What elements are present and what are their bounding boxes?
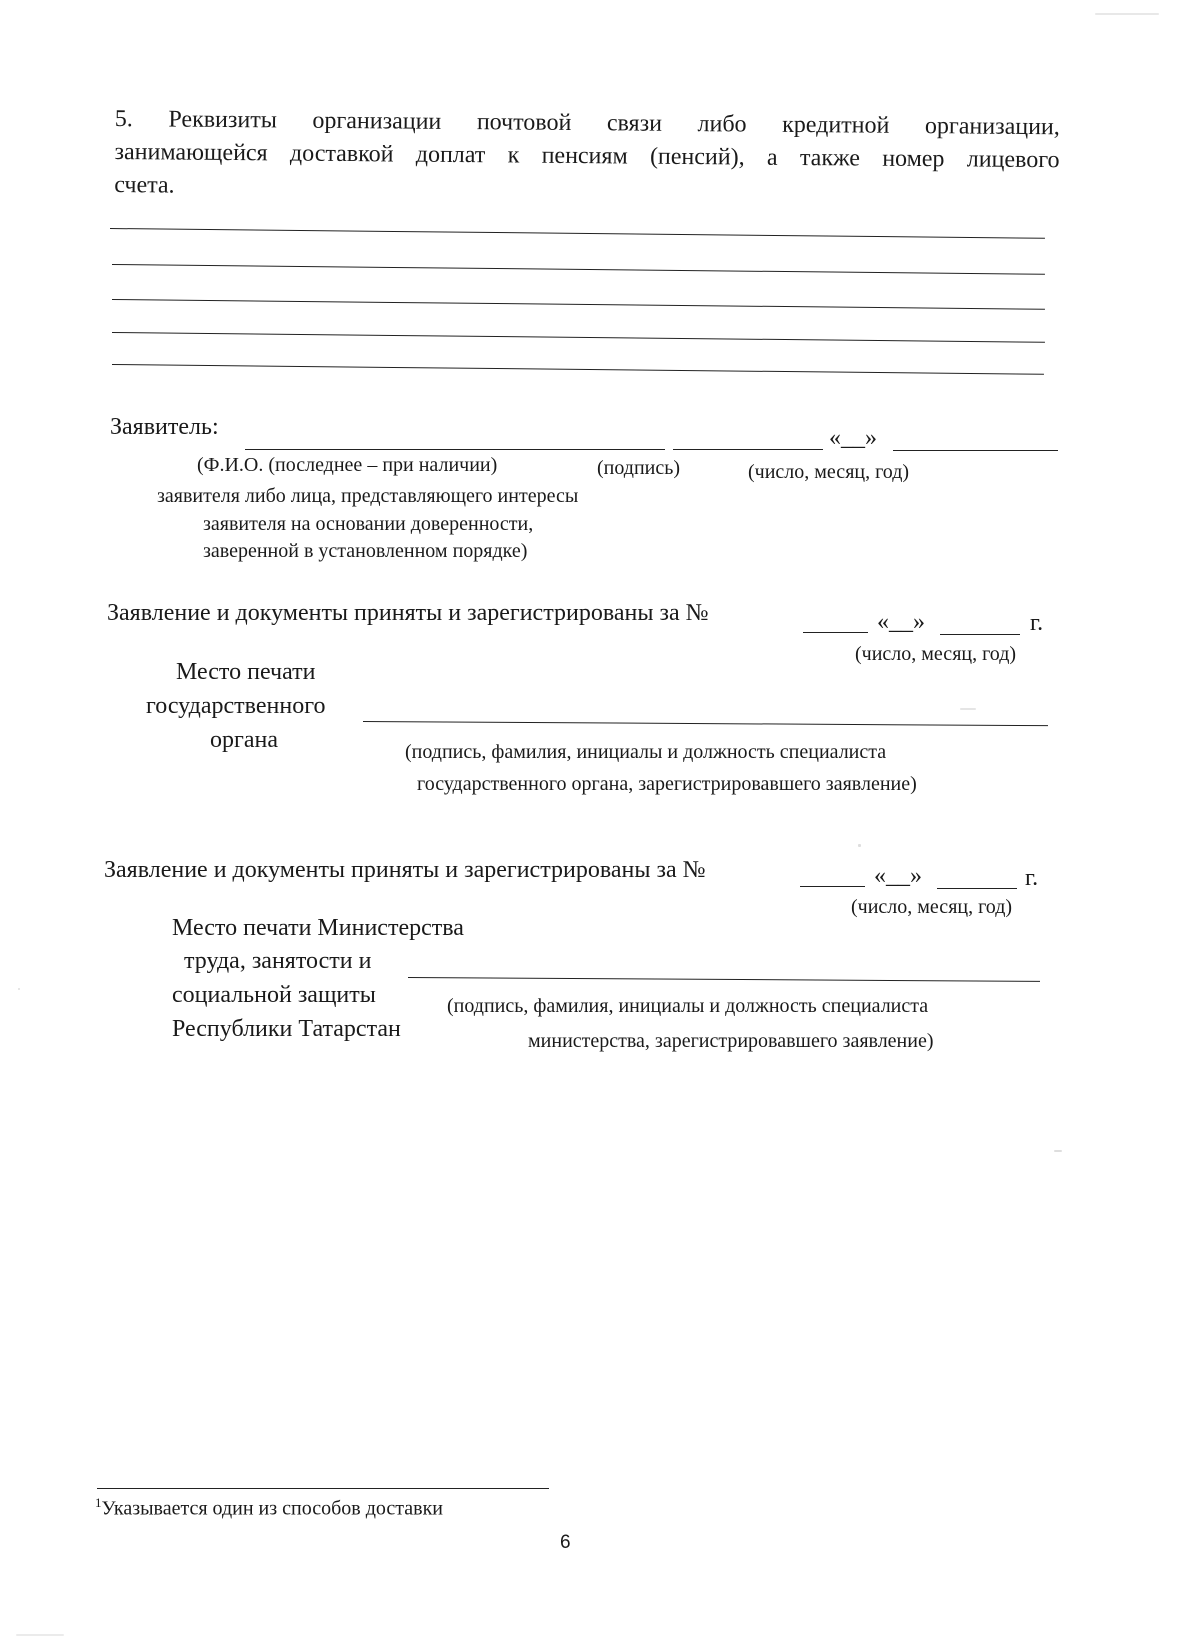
scan-speck	[16, 1634, 64, 1636]
registration2-caption-line2: министерства, зарегистрировавшего заявление)	[528, 1030, 934, 1052]
section5-fill-line-4[interactable]	[112, 332, 1045, 343]
registration2-caption-line1: (подпись, фамилия, инициалы и должность специалиста	[447, 995, 929, 1017]
applicant-date-field[interactable]	[893, 450, 1058, 451]
registration2-number-field[interactable]	[800, 886, 865, 887]
section5-line-1: 5. Реквизиты организации почтовой связи либо кредитной организации,	[114, 105, 1060, 141]
section5-fill-line-5[interactable]	[112, 364, 1044, 375]
footnote	[95, 1490, 443, 1522]
registration2-stamp-line2: труда, занятости и	[184, 948, 372, 974]
registration1-caption-line2: государственного органа, зарегистрировавшего заявление)	[417, 773, 917, 795]
footnote-separator	[97, 1488, 549, 1489]
registration2-stamp-line1: Место печати Министерства	[172, 915, 464, 941]
section5-fill-line-3[interactable]	[112, 299, 1045, 310]
registration2-date-caption: (число, месяц, год)	[851, 896, 1013, 918]
scan-speck	[858, 844, 861, 847]
registration2-date-quote: «__»	[874, 863, 922, 889]
scan-speck	[1054, 1150, 1062, 1152]
scan-speck	[18, 988, 20, 990]
registration2-stamp-line3: социальной защиты	[172, 982, 376, 1008]
applicant-caption-fio-line2: заявителя либо лица, представляющего интересы	[157, 485, 579, 507]
footnote-marker: 1	[95, 1495, 102, 1510]
section5-paragraph	[114, 103, 1060, 210]
page-number: 6	[560, 1532, 571, 1553]
registration2-text: Заявление и документы приняты и зарегистрированы за №	[104, 857, 706, 883]
registration1-text: Заявление и документы приняты и зарегистрированы за №	[107, 600, 709, 626]
registration2-signature-field[interactable]	[408, 977, 1040, 982]
applicant-caption-fio-line3: заявителя на основании доверенности,	[203, 513, 534, 535]
applicant-caption-fio: (Ф.И.О. (последнее – при наличии)	[197, 454, 498, 476]
section5-fill-line-1[interactable]	[110, 228, 1045, 239]
applicant-fio-field[interactable]	[245, 449, 665, 450]
footnote-text: Указывается один из способов доставки	[101, 1497, 443, 1520]
registration1-number-field[interactable]	[803, 632, 868, 633]
registration2-year-suffix: г.	[1025, 865, 1039, 891]
registration2-date-field[interactable]	[937, 888, 1017, 889]
registration1-year-suffix: г.	[1030, 610, 1044, 636]
applicant-caption-date: (число, месяц, год)	[748, 461, 910, 483]
section5-fill-line-2[interactable]	[112, 264, 1045, 275]
section5-line-2: занимающейся доставкой доплат к пенсиям (пенсий), а также номер лицевого	[114, 138, 1060, 174]
registration1-caption-line1: (подпись, фамилия, инициалы и должность специалиста	[405, 741, 887, 763]
scan-speck	[960, 708, 976, 710]
applicant-caption-fio-line4: заверенной в установленном порядке)	[203, 540, 528, 562]
registration1-signature-field[interactable]	[363, 721, 1048, 726]
registration1-stamp-line3: органа	[210, 727, 278, 753]
applicant-date-quote: «__»	[829, 425, 877, 451]
scan-speck	[1095, 13, 1159, 15]
registration1-date-field[interactable]	[940, 634, 1020, 635]
section5-line-3: счета.	[114, 171, 175, 199]
applicant-signature-field[interactable]	[673, 449, 823, 450]
registration2-stamp-line4: Республики Татарстан	[172, 1016, 401, 1042]
registration1-date-caption: (число, месяц, год)	[855, 643, 1017, 665]
registration1-stamp-line1: Место печати	[176, 659, 316, 685]
applicant-label: Заявитель:	[110, 414, 219, 440]
applicant-caption-signature: (подпись)	[597, 457, 681, 479]
registration1-stamp-line2: государственного	[146, 693, 326, 719]
registration1-date-quote: «__»	[877, 609, 925, 635]
